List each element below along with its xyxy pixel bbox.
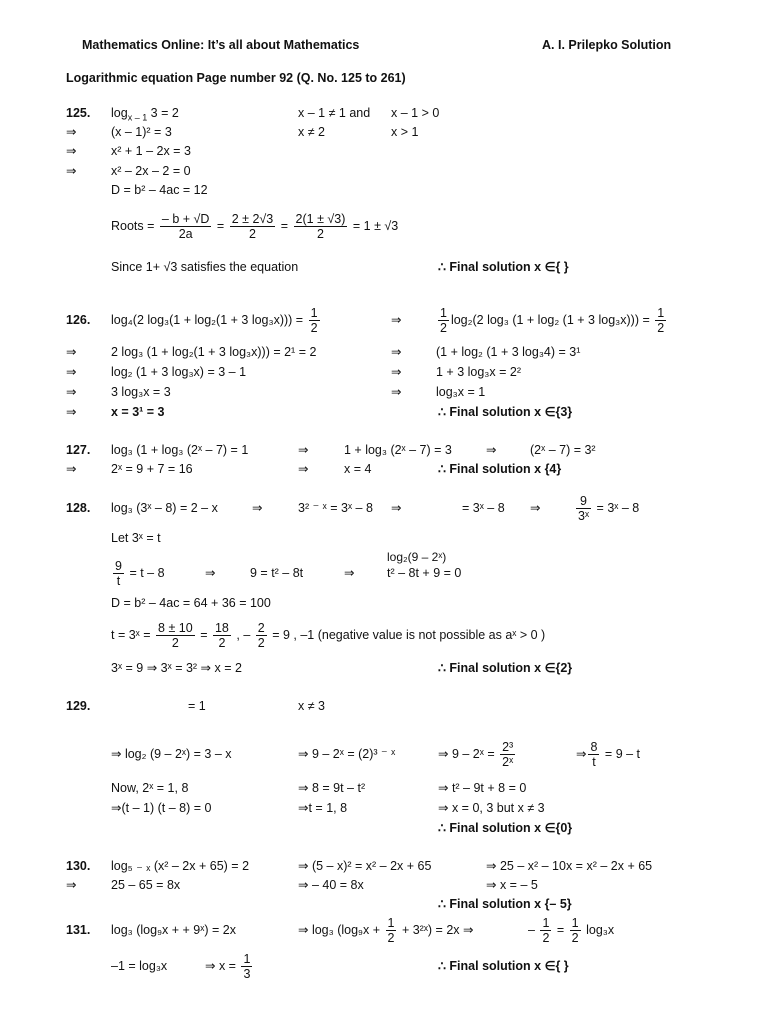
problem-127-line-1 xyxy=(0,442,768,460)
equation: log₃ (3ˣ – 8) = 2 – x xyxy=(111,501,218,515)
implies-arrow: ⇒ xyxy=(66,405,77,419)
implies-arrow: ⇒ xyxy=(391,501,402,515)
equation: ⇒(t – 1) (t – 8) = 0 xyxy=(111,801,212,815)
implies-arrow: ⇒ xyxy=(66,878,77,892)
problem-number: 125. xyxy=(66,106,91,120)
equation: ⇒ x = 0, 3 but x ≠ 3 xyxy=(438,801,545,815)
problem-number: 129. xyxy=(66,699,91,713)
implies-arrow: ⇒ xyxy=(66,164,77,178)
overlapping-text: log₂(9 – 2ˣ) xyxy=(387,550,447,564)
problem-129-line-1 xyxy=(0,698,768,716)
equation: 2 log₃ (1 + log₂(1 + 3 log₃x))) = 2¹ = 2 xyxy=(111,345,317,359)
final-solution: ∴ Final solution x ∈{0} xyxy=(438,821,573,835)
problem-125-since xyxy=(0,259,768,277)
equation: (2ˣ – 7) = 3² xyxy=(530,443,596,457)
condition: x ≠ 2 xyxy=(298,125,326,139)
equation: ⇒ t² – 9t + 8 = 0 xyxy=(438,781,527,795)
section-subtitle: Logarithmic equation Page number 92 (Q. No. 125 to 261) xyxy=(66,71,406,85)
equation: ⇒t = 1, 8 xyxy=(298,801,348,815)
equation: log₅ ₋ ₓ (x² – 2x + 65) = 2 xyxy=(111,859,250,873)
equation: x = 4 xyxy=(344,462,372,476)
equation: x² – 2x – 2 = 0 xyxy=(111,164,191,178)
problem-125-line-4 xyxy=(0,163,768,181)
problem-number: 127. xyxy=(66,443,91,457)
implies-arrow: ⇒ xyxy=(66,125,77,139)
equation: ⇒ log₃ (log₉x + $\frac{1}{2}$ + 3²ˣ) = 2x ⇒ xyxy=(298,916,474,946)
problem-125-line-1 xyxy=(0,105,768,123)
final-solution: ∴ Final solution x ∈{ } xyxy=(438,260,569,274)
header-left: Mathematics Online: It’s all about Mathematics xyxy=(82,38,360,52)
equation: = 3ˣ – 8 xyxy=(462,501,505,515)
problem-number: 131. xyxy=(66,923,91,937)
equation: t = 3ˣ = $\frac{8 \pm 10}{2}$ = $\frac{18}{2}$ , – $\frac{2}{2}$ = 9 , –1 (negative value is not possible as aˣ > 0 ) xyxy=(111,621,546,651)
equation: ⇒ log₂ (9 – 2ˣ) = 3 – x xyxy=(111,747,232,761)
condition: x ≠ 3 xyxy=(298,699,326,713)
implies-arrow: ⇒ xyxy=(391,345,402,359)
problem-125-line-5 xyxy=(0,182,768,200)
condition: x – 1 ≠ 1 and xyxy=(298,106,371,120)
equation: 9 = t² – 8t xyxy=(250,566,304,580)
problem-129-line-2 xyxy=(0,736,768,772)
equation: ⇒ (5 – x)² = x² – 2x + 65 xyxy=(298,859,432,873)
equation: 3ˣ = 9 ⇒ 3ˣ = 3² ⇒ x = 2 xyxy=(111,661,242,675)
equation: D = b² – 4ac = 64 + 36 = 100 xyxy=(111,596,271,610)
equation: Now, 2ˣ = 1, 8 xyxy=(111,781,189,795)
equation: ⇒ 25 – x² – 10x = x² – 2x + 65 xyxy=(486,859,653,873)
equation: Let 3ˣ = t xyxy=(111,531,161,545)
problem-127-line-2 xyxy=(0,461,768,479)
condition: x – 1 > 0 xyxy=(391,106,440,120)
implies-arrow: ⇒ xyxy=(486,443,497,457)
equation: –1 = log₃x xyxy=(111,959,168,973)
equation: ⇒ 8 = 9t – t² xyxy=(298,781,366,795)
equation: log₃ (log₉x + + 9ˣ) = 2x xyxy=(111,923,236,937)
equation: x² + 1 – 2x = 3 xyxy=(111,144,191,158)
implies-arrow: ⇒ xyxy=(530,501,541,515)
problem-129-line-3 xyxy=(0,780,768,798)
implies-arrow: ⇒ xyxy=(391,313,402,327)
problem-128-line-5 xyxy=(0,617,768,653)
equation: $\frac{9}{t}$ = t – 8 xyxy=(115,559,165,589)
equation: $\frac{1}{2}$ log₂(2 log₃ (1 + log₂ (1 + 3 log₃x))) = $\frac{1}{2}$ xyxy=(440,306,665,336)
implies-arrow: ⇒ xyxy=(298,443,309,457)
equation: 3² ⁻ ˣ = 3ˣ – 8 xyxy=(298,501,373,515)
final-solution: ∴ Final solution x {– 5} xyxy=(438,897,572,911)
problem-131-line-2 xyxy=(0,948,768,984)
equation: x = 3¹ = 3 xyxy=(111,405,165,419)
problem-126-line-5 xyxy=(0,404,768,422)
equation: 3 log₃x = 3 xyxy=(111,385,171,399)
equation: log₃ (1 + log₃ (2ˣ – 7) = 1 xyxy=(111,443,249,457)
problem-128-line-2 xyxy=(0,530,768,548)
problem-125-line-2 xyxy=(0,124,768,142)
equation: $\log_{x - 1} 3 = 2$ xyxy=(111,106,179,123)
equation: ⇒ 9 – 2ˣ = (2)³ ⁻ ˣ xyxy=(298,747,396,761)
equation: 2ˣ = 9 + 7 = 16 xyxy=(111,462,193,476)
equation: ⇒ x = – 5 xyxy=(486,878,538,892)
problem-129-line-4 xyxy=(0,800,768,818)
equation: (x – 1)² = 3 xyxy=(111,125,172,139)
problem-number: 130. xyxy=(66,859,91,873)
implies-arrow: ⇒ xyxy=(344,566,355,580)
equation: = 1 xyxy=(188,699,206,713)
implies-arrow: ⇒ xyxy=(298,462,309,476)
implies-arrow: ⇒ xyxy=(66,144,77,158)
equation: ⇒ 9 – 2ˣ = $\frac{\text{2³}}{\text{2ˣ}}$ xyxy=(438,740,514,770)
equation: log₃x = 1 xyxy=(436,385,486,399)
equation: $\frac{9}{\text{3ˣ}}$ = 3ˣ – 8 xyxy=(578,494,640,524)
problem-128-line-4 xyxy=(0,595,768,613)
problem-128-line-6 xyxy=(0,660,768,678)
header-right: A. I. Prilepko Solution xyxy=(542,38,672,52)
note: Since 1+ √3 satisfies the equation xyxy=(111,260,299,274)
equation: D = b² – 4ac = 12 xyxy=(111,183,208,197)
equation: log₂ (1 + 3 log₃x) = 3 – 1 xyxy=(111,365,247,379)
problem-number: 128. xyxy=(66,501,91,515)
implies-arrow: ⇒ xyxy=(66,385,77,399)
equation: t² – 8t + 9 = 0 xyxy=(387,566,462,580)
equation: ⇒ $\frac{8}{t}$ = 9 – t xyxy=(576,740,641,770)
implies-arrow: ⇒ xyxy=(205,566,216,580)
implies-arrow: ⇒ xyxy=(66,345,77,359)
equation: ⇒ x = $\frac{1}{3}$ xyxy=(205,952,251,982)
problem-128-line-3 xyxy=(0,550,768,591)
implies-arrow: ⇒ xyxy=(391,365,402,379)
equation: ⇒ – 40 = 8x xyxy=(298,878,364,892)
final-solution: ∴ Final solution x ∈{3} xyxy=(438,405,573,419)
equation: 25 – 65 = 8x xyxy=(111,878,181,892)
equation: (1 + log₂ (1 + 3 log₃4) = 3¹ xyxy=(436,345,581,359)
final-solution: ∴ Final solution x ∈{ } xyxy=(438,959,569,973)
implies-arrow: ⇒ xyxy=(66,365,77,379)
condition: x > 1 xyxy=(391,125,419,139)
problem-125-line-3 xyxy=(0,143,768,161)
final-solution: ∴ Final solution x ∈{2} xyxy=(438,661,573,675)
problem-131-line-1 xyxy=(0,912,768,948)
problem-126-line-4 xyxy=(0,384,768,402)
final-solution: ∴ Final solution x {4} xyxy=(438,462,562,476)
problem-126-line-2 xyxy=(0,344,768,362)
equation: 1 + 3 log₃x = 2² xyxy=(436,365,522,379)
problem-130-line-2 xyxy=(0,877,768,895)
problem-126-line-1 xyxy=(0,302,768,338)
problem-126-line-3 xyxy=(0,364,768,382)
equation: – $\frac{1}{2}$ = $\frac{1}{2}$ log₃x xyxy=(528,916,615,946)
roots-expression: Roots = $\frac{- b + √D}{2a}$ = $\frac{2 \pm 2√3}{2}$ = $\frac{2(1 \pm √3)}{2}$ = 1 ± √3 xyxy=(111,212,399,242)
problem-number: 126. xyxy=(66,313,91,327)
problem-129-final xyxy=(0,820,768,838)
equation: 1 + log₃ (2ˣ – 7) = 3 xyxy=(344,443,452,457)
implies-arrow: ⇒ xyxy=(66,462,77,476)
implies-arrow: ⇒ xyxy=(252,501,263,515)
problem-125-roots xyxy=(0,208,768,244)
problem-128-line-1 xyxy=(0,490,768,526)
implies-arrow: ⇒ xyxy=(391,385,402,399)
problem-130-line-1 xyxy=(0,858,768,876)
equation: log₄(2 log₃(1 + log₂(1 + 3 log₃x))) = $\frac{1}{2}$ xyxy=(111,306,318,336)
